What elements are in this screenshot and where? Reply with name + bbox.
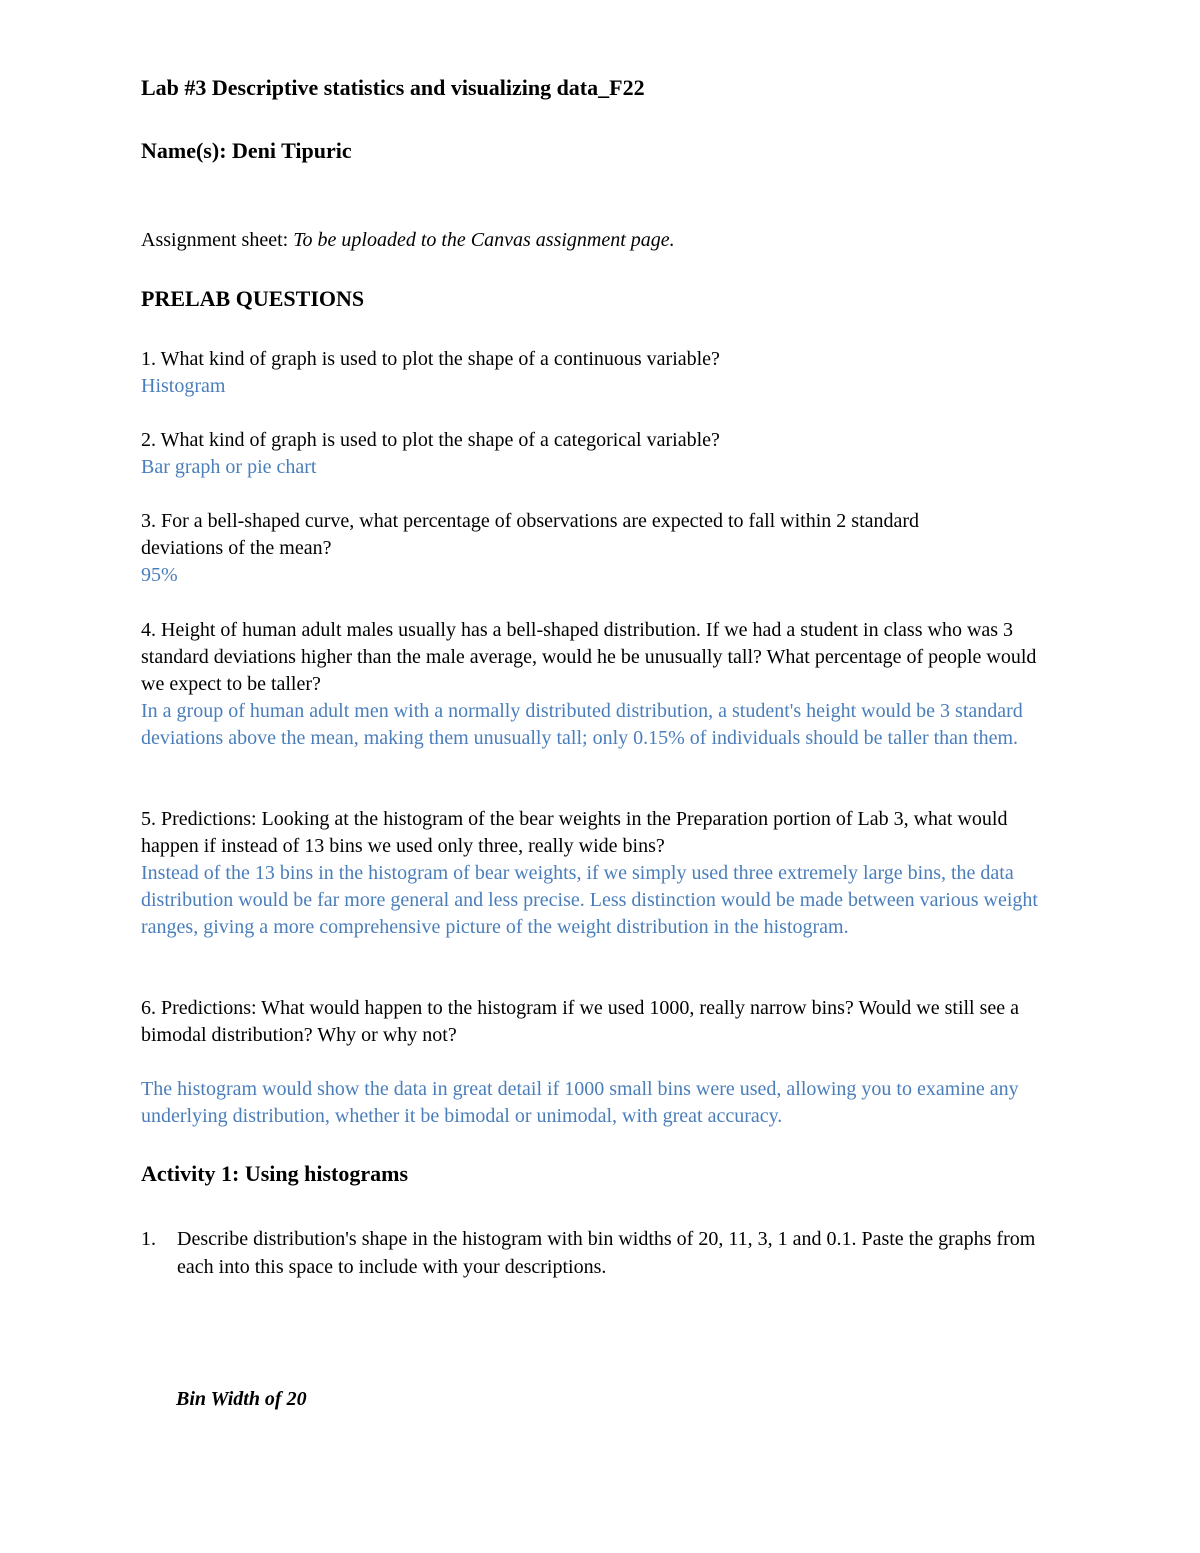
question-text: 5. Predictions: Looking at the histogram of the bear weights in the Preparation portion of Lab 3, what would happen if instead of 13 bins we used only three, really wide bins? xyxy=(141,808,1008,857)
question-text: 1. What kind of graph is used to plot the shape of a continuous variable? xyxy=(141,348,720,370)
assignment-note: To be uploaded to the Canvas assignment page. xyxy=(293,229,675,251)
bin-width-label: Bin Width of 20 xyxy=(176,1388,307,1410)
activity1-heading: Activity 1: Using histograms xyxy=(141,1161,409,1186)
prelab-answer-6: The histogram would show the data in great detail if 1000 small bins were used, allowing you to examine any underlying distribution, whether it be bimodal or unimodal, with great accuracy. xyxy=(141,1078,1019,1127)
answer-text: Instead of the 13 bins in the histogram of bear weights, if we simply used three extremely large bins, the data distribution would be far more general and less precise. Less distinction would be made between various weight ranges, giving a more comprehensive picture of the weight distribution in the histogram. xyxy=(141,862,1038,938)
question-text: 3. For a bell-shaped curve, what percentage of observations are expected to fall within 2 standard deviations of the mean? xyxy=(141,510,920,559)
assignment-line xyxy=(141,229,675,252)
question-text: 2. What kind of graph is used to plot the shape of a categorical variable? xyxy=(141,429,720,451)
prelab-question-6 xyxy=(141,995,1061,1049)
prelab-question-1 xyxy=(141,346,1071,400)
list-item-text: Describe distribution's shape in the histogram with bin widths of 20, 11, 3, 1 and 0.1. Paste the graphs from each into this space to include with your descriptions. xyxy=(177,1228,1036,1278)
question-text: 6. Predictions: What would happen to the histogram if we used 1000, really narrow bins? Would we still see a bimodal distribution? Why or why not? xyxy=(141,997,1020,1046)
prelab-question-5 xyxy=(141,806,1056,941)
student-names: Name(s): Deni Tipuric xyxy=(141,138,352,163)
answer-text: Bar graph or pie chart xyxy=(141,456,317,478)
answer-text: 95% xyxy=(141,564,178,586)
answer-text: In a group of human adult men with a normally distributed distribution, a student's height would be 3 standard deviations above the mean, making them unusually tall; only 0.15% of individuals should be taller than them. xyxy=(141,700,1023,749)
assignment-label: Assignment sheet: xyxy=(141,229,294,251)
list-number: 1. xyxy=(141,1228,156,1250)
answer-text: Histogram xyxy=(141,375,226,397)
activity1-list-item xyxy=(141,1225,1061,1281)
prelab-question-3 xyxy=(141,508,1001,589)
prelab-question-2 xyxy=(141,427,1071,481)
prelab-heading: PRELAB QUESTIONS xyxy=(141,286,365,311)
prelab-question-4 xyxy=(141,617,1056,752)
document-title: Lab #3 Descriptive statistics and visualizing data_F22 xyxy=(141,75,645,100)
question-text: 4. Height of human adult males usually has a bell-shaped distribution. If we had a student in class who was 3 standard deviations higher than the male average, would he be unusually tall? What percentage of people would we expect to be taller? xyxy=(141,619,1037,695)
